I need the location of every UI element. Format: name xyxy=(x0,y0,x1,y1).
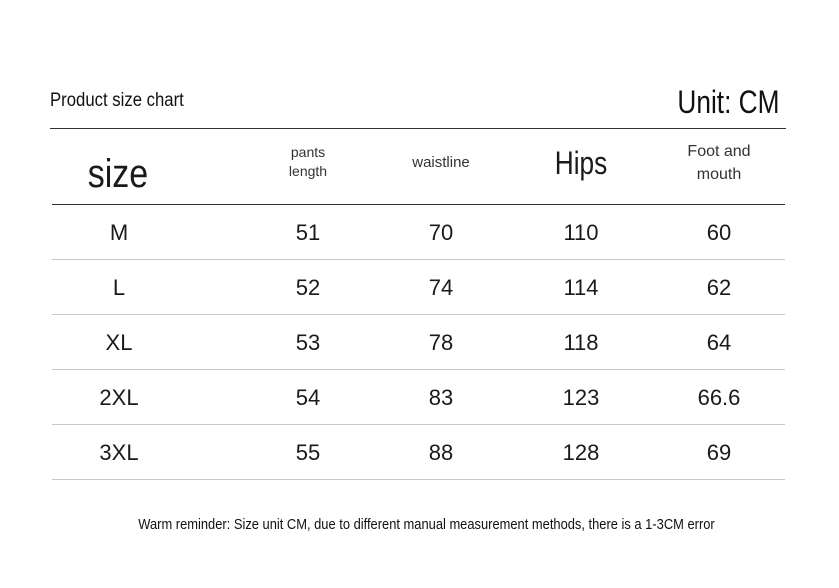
cell-hips: 118 xyxy=(563,329,599,355)
cell-waistline: 88 xyxy=(428,439,454,465)
header-hips: Hips xyxy=(554,144,608,181)
cell-size: XL xyxy=(105,329,133,355)
cell-size: 2XL xyxy=(99,384,139,410)
table-body xyxy=(52,205,785,480)
cell-pants-length: 51 xyxy=(295,219,321,245)
table-row xyxy=(52,260,785,315)
cell-foot-mouth: 64 xyxy=(706,329,732,355)
unit-label: Unit: CM xyxy=(676,84,779,120)
table-row xyxy=(52,205,785,260)
cell-waistline: 83 xyxy=(428,384,454,410)
cell-foot-mouth: 69 xyxy=(706,439,732,465)
cell-waistline: 74 xyxy=(428,274,454,300)
cell-pants-length: 55 xyxy=(295,439,321,465)
cell-waistline: 78 xyxy=(428,329,454,355)
cell-hips: 114 xyxy=(563,274,599,300)
cell-hips: 128 xyxy=(562,439,600,465)
cell-foot-mouth: 62 xyxy=(706,274,732,300)
header-foot-mouth xyxy=(667,130,771,204)
header-size: size xyxy=(87,151,149,196)
warm-reminder-note: Warm reminder: Size unit CM, due to different manual measurement methods, there is a 1-3CM error xyxy=(138,516,715,533)
cell-hips: 123 xyxy=(562,384,600,410)
cell-hips: 110 xyxy=(563,219,599,245)
chart-title: Product size chart xyxy=(50,90,184,111)
cell-size: L xyxy=(112,274,126,300)
cell-foot-mouth: 60 xyxy=(706,219,732,245)
table-header xyxy=(52,130,785,204)
top-divider xyxy=(50,128,786,129)
header-pants-length xyxy=(256,130,360,204)
cell-size: M xyxy=(109,219,129,245)
cell-waistline: 70 xyxy=(428,219,454,245)
header-foot-mouth-line1: Foot and xyxy=(687,143,751,160)
cell-foot-mouth: 66.6 xyxy=(697,384,741,410)
table-row xyxy=(52,425,785,480)
header-waistline: waistline xyxy=(412,153,470,171)
cell-pants-length: 52 xyxy=(295,274,321,300)
table-row xyxy=(52,315,785,370)
cell-pants-length: 53 xyxy=(295,329,321,355)
header-foot-mouth-line2: mouth xyxy=(696,166,742,183)
header-pants-length-line1: pants xyxy=(290,144,326,160)
cell-pants-length: 54 xyxy=(295,384,321,410)
table-row xyxy=(52,370,785,425)
header-pants-length-line2: length xyxy=(288,163,328,179)
cell-size: 3XL xyxy=(99,439,139,465)
